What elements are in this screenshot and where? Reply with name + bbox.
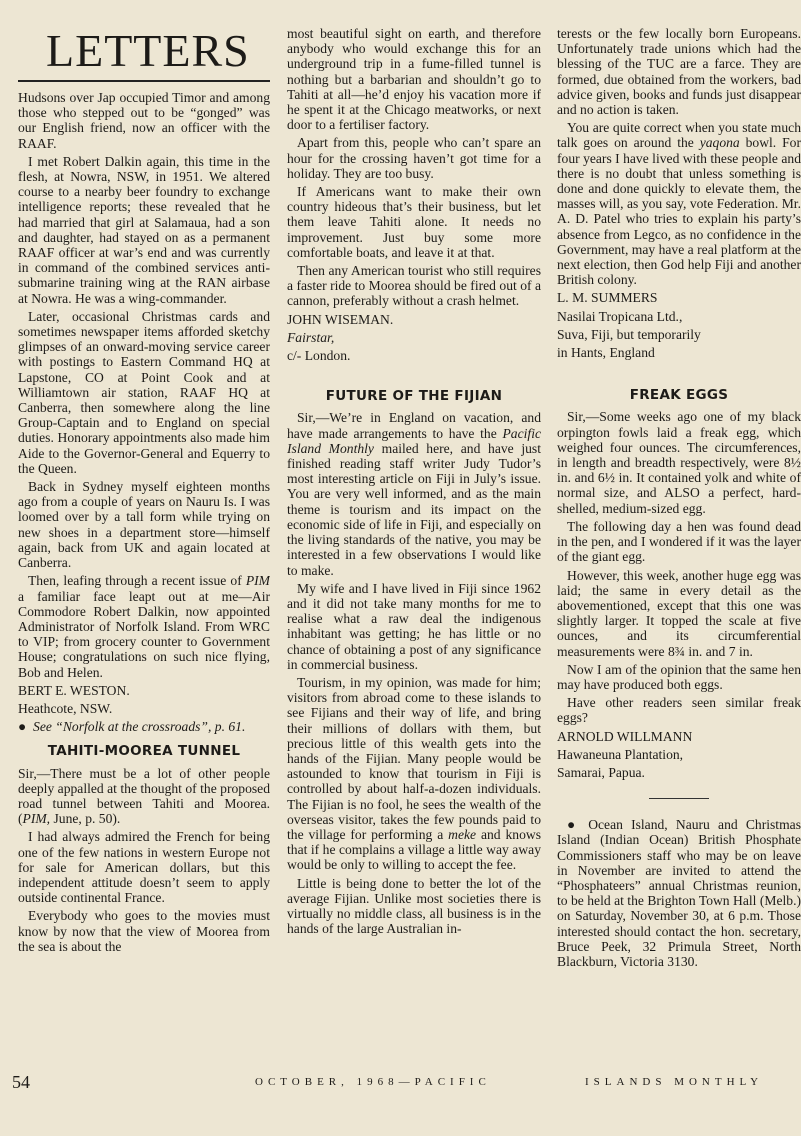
page-number: 54 — [12, 1072, 30, 1092]
letter-heading: TAHITI-MOOREA TUNNEL — [47, 743, 241, 760]
page-footer — [0, 1072, 801, 1102]
text-run: mailed here, and have just finished reading staff writer Judy Tudor’s most interesting article on Fiji in July’s issue. You are very well informed, and as the main theme is tourism and its impact on the economic side of life in Fiji, and especially on the living standards of the native, you may be interested in a few observations I would like to make. — [287, 440, 541, 578]
letter-address: Heathcote, NSW. — [18, 700, 113, 716]
letter-paragraph: Sir,—Some weeks ago one of my black orpington fowls laid a freak egg, which weighed four ounces. The circumferences, in length and breadth respectively, were 8½ in. and 6½ in. It contained yolk and white of normal size, and ALSO a perfect, hard-shelled, medium-sized egg. — [557, 409, 801, 516]
letter-paragraph: terests or the few locally born Europeans. Unfortunately trade unions which had the blessing of the TUC are a farce. They are formed, due obtained from the workers, bad advice given, books and funds just disappear and no action is taken. — [557, 26, 801, 118]
magazine-abbrev: PIM — [245, 573, 270, 589]
column-1 — [18, 26, 270, 1066]
bullet-icon: ● — [18, 719, 27, 735]
letter-paragraph: Hudsons over Jap occupied Timor and among those who stepped out to be “gonged” was our English friend, now an officer with the RAAF. — [18, 90, 270, 151]
letter-signature: BERT E. WESTON. — [18, 682, 130, 698]
fijian-term: yaqona — [699, 135, 740, 151]
letter-paragraph: Now I am of the opinion that the same hen may have produced both eggs. — [557, 661, 801, 692]
text-run: Then, leafing through a recent issue of — [28, 573, 246, 589]
letter-paragraph — [287, 410, 541, 577]
letter-paragraph: Back in Sydney myself eighteen months ago from a couple of years on Nauru Is. I was loomed over by a tall form while trying on new shoes in a department store—himself again, back from UK and again located at Canberra. — [18, 479, 270, 571]
fijian-term: meke — [448, 826, 477, 842]
notice-text: Ocean Island, Nauru and Christmas Island (Indian Ocean) British Phosphate Commissioners staff who may be on leave in November are invited to attend the “Phosphateers” annual Christmas reunion, to be held at the Brighton Town Hall (Melb.) on Saturday, November 30, at 6 p.m. Those interested should contact the hon. secretary, Bruce Peek, 32 Primula Street, North Blackburn, Victoria 3130. — [557, 817, 801, 969]
note-text: See “Norfolk at the crossroads”, p. 61. — [33, 719, 246, 735]
text-run: June, p. 50). — [50, 811, 121, 827]
letter-paragraph: If Americans want to make their own country hideous that’s their business, but let them leave Tahiti alone. It needs no improvement. Just buy some more comfortable boats, and leave it at that. — [287, 184, 541, 260]
text-run: bowl. For four years I have lived with these people and there is no doubt that unless something is done and done quickly to elevate them, the masses will, as you say, vote Federation. Mr. A. D. Patel who tries to explain his party’s absence from Legco, as no confidence in the Government, may have a real platform at the next election, then God help Fiji and another British colony. — [557, 135, 801, 288]
letter-paragraph: I had always admired the French for being one of the few nations in western Europe not for sale for American dollars, but this independent attitude doesn’t seem to apply outside continental France. — [18, 829, 270, 906]
letter-address: Nasilai Tropicana Ltd., — [557, 308, 683, 324]
letter-signature: ARNOLD WILLMANN — [557, 728, 693, 744]
letter-address: Samarai, Papua. — [557, 764, 645, 780]
editor-note — [18, 719, 270, 734]
column-3 — [557, 26, 801, 1066]
letter-heading: FUTURE OF THE FIJIAN — [325, 388, 503, 405]
text-run: You are quite correct when you state much talk goes on around the — [557, 120, 801, 151]
letter-address: Fairstar, — [287, 329, 335, 345]
letter-paragraph: most beautiful sight on earth, and therefore anybody who would exchange this for an underground trip in a fume-filled tunnel is nothing but a barbarian and shouldn’t go to Tahiti at all—he’d enjoy his vacation more if he spent it at the Chicago meatworks, or next door to a fertiliser factory. — [287, 26, 541, 133]
letter-paragraph: My wife and I have lived in Fiji since 1962 and it did not take many months for me to realise what a raw deal the indigenous inhabitant was getting; he has little or no chance of obtaining a post of any significance in commercial business. — [287, 580, 541, 672]
letter-paragraph: Have other readers seen similar freak eggs? — [557, 695, 801, 726]
letter-address: in Hants, England — [557, 345, 655, 361]
letter-address: c/- London. — [287, 348, 351, 364]
letter-paragraph — [18, 766, 270, 827]
letter-address: Hawaneuna Plantation, — [557, 746, 684, 762]
letter-paragraph: Everybody who goes to the movies must know by now that the view of Moorea from the sea is about the — [18, 908, 270, 954]
letter-paragraph: Apart from this, people who can’t spare an hour for the crossing haven’t got time for a holiday. They are too busy. — [287, 135, 541, 181]
magazine-title: Pacific Island Monthly — [287, 425, 541, 456]
magazine-abbrev: PIM, — [22, 811, 51, 827]
masthead-rule — [18, 80, 270, 82]
letter-signature: JOHN WISEMAN. — [287, 311, 394, 327]
section-masthead: LETTERS — [46, 26, 250, 76]
notice-paragraph — [557, 817, 801, 969]
letter-paragraph — [18, 573, 270, 679]
letter-paragraph: Little is being done to better the lot of the average Fijian. Unlike most societies there is virtually no middle class, all business is in the hands of the large Australian in- — [287, 875, 541, 937]
text-run: and knows that if he complains a village a little way away would be only to willing to accept the fee. — [287, 826, 541, 873]
letter-address: Suva, Fiji, but temporarily — [557, 326, 701, 342]
letter-signature: L. M. SUMMERS — [557, 290, 658, 306]
letter-heading: FREAK EGGS — [629, 387, 729, 404]
letter-paragraph: I met Robert Dalkin again, this time in the flesh, at Nowra, NSW, in 1951. We altered course to a nearby beer foundry to exchange intelligence reports; these revealed that he had married that girl at Salamaua, had a son and daughter, had stayed on as a permanent RAAF officer at war’s end and was currently in command of the combined services anti-submarine training wing at the RAN airbase at Nowra. He was a wing-commander. — [18, 153, 270, 306]
bullet-icon: ● — [567, 817, 580, 833]
column-2 — [287, 26, 541, 1066]
letter-paragraph — [557, 120, 801, 287]
text-run: Tourism, in my opinion, was made for him; visitors from abroad come to these islands to see Fijians and their way of life, and bring their millions of dollars with them, but precious little of this wealth gets into the hands of the Fijian. Many people would be astounded to know that tourism in Fiji is controlled by about half-a-dozen individuals. The Fijian is no fool, he sees the wealth of the overseas visitor, takes the few pounds paid to the village for performing a — [287, 674, 541, 842]
text-run: a familiar face leapt out at me—Air Commodore Robert Dalkin, now appointed Administrator of Norfolk Island. From WRC to VIP; from grocery counter to Government House; congratulations on such nice flying, Bob and Helen. — [18, 588, 270, 680]
text-run: Sir,—We’re in England on vacation, and have made arrangements to have the — [287, 410, 541, 441]
text-run: Sir,—There must be a lot of other people deeply appalled at the thought of the proposed road tunnel between Tahiti and Moorea. ( — [18, 765, 270, 827]
letter-paragraph: Later, occasional Christmas cards and sometimes newspaper items afforded sketchy glimpses of an onward-moving service career with postings to Eastern Command HQ at Lapstone, CO at Point Cook and at Williamtown air station, RAAF HQ at Canberra, then somewhere along the line Group-Captain and to England on special duties. Honorary appointments also made him Aide to the Governor-General and Equerry to the Queen. — [18, 308, 270, 476]
running-footer-right: ISLANDS MONTHLY — [585, 1076, 764, 1088]
running-footer-left: OCTOBER, 1968—PACIFIC — [255, 1076, 491, 1088]
letter-paragraph — [287, 675, 541, 873]
letter-paragraph: However, this week, another huge egg was laid; the same in every detail as the abovementioned, except that this one was slightly larger. It topped the scale at five ounces, and its circumferential measurements were 8¾ in. and 7 in. — [557, 567, 801, 659]
letter-paragraph: Then any American tourist who still requires a faster ride to Moorea should be fired out of a cannon, preferably without a crash helmet. — [287, 263, 541, 309]
letter-paragraph: The following day a hen was found dead in the pen, and I wondered if it was the layer of the giant egg. — [557, 518, 801, 565]
section-divider — [649, 798, 709, 799]
